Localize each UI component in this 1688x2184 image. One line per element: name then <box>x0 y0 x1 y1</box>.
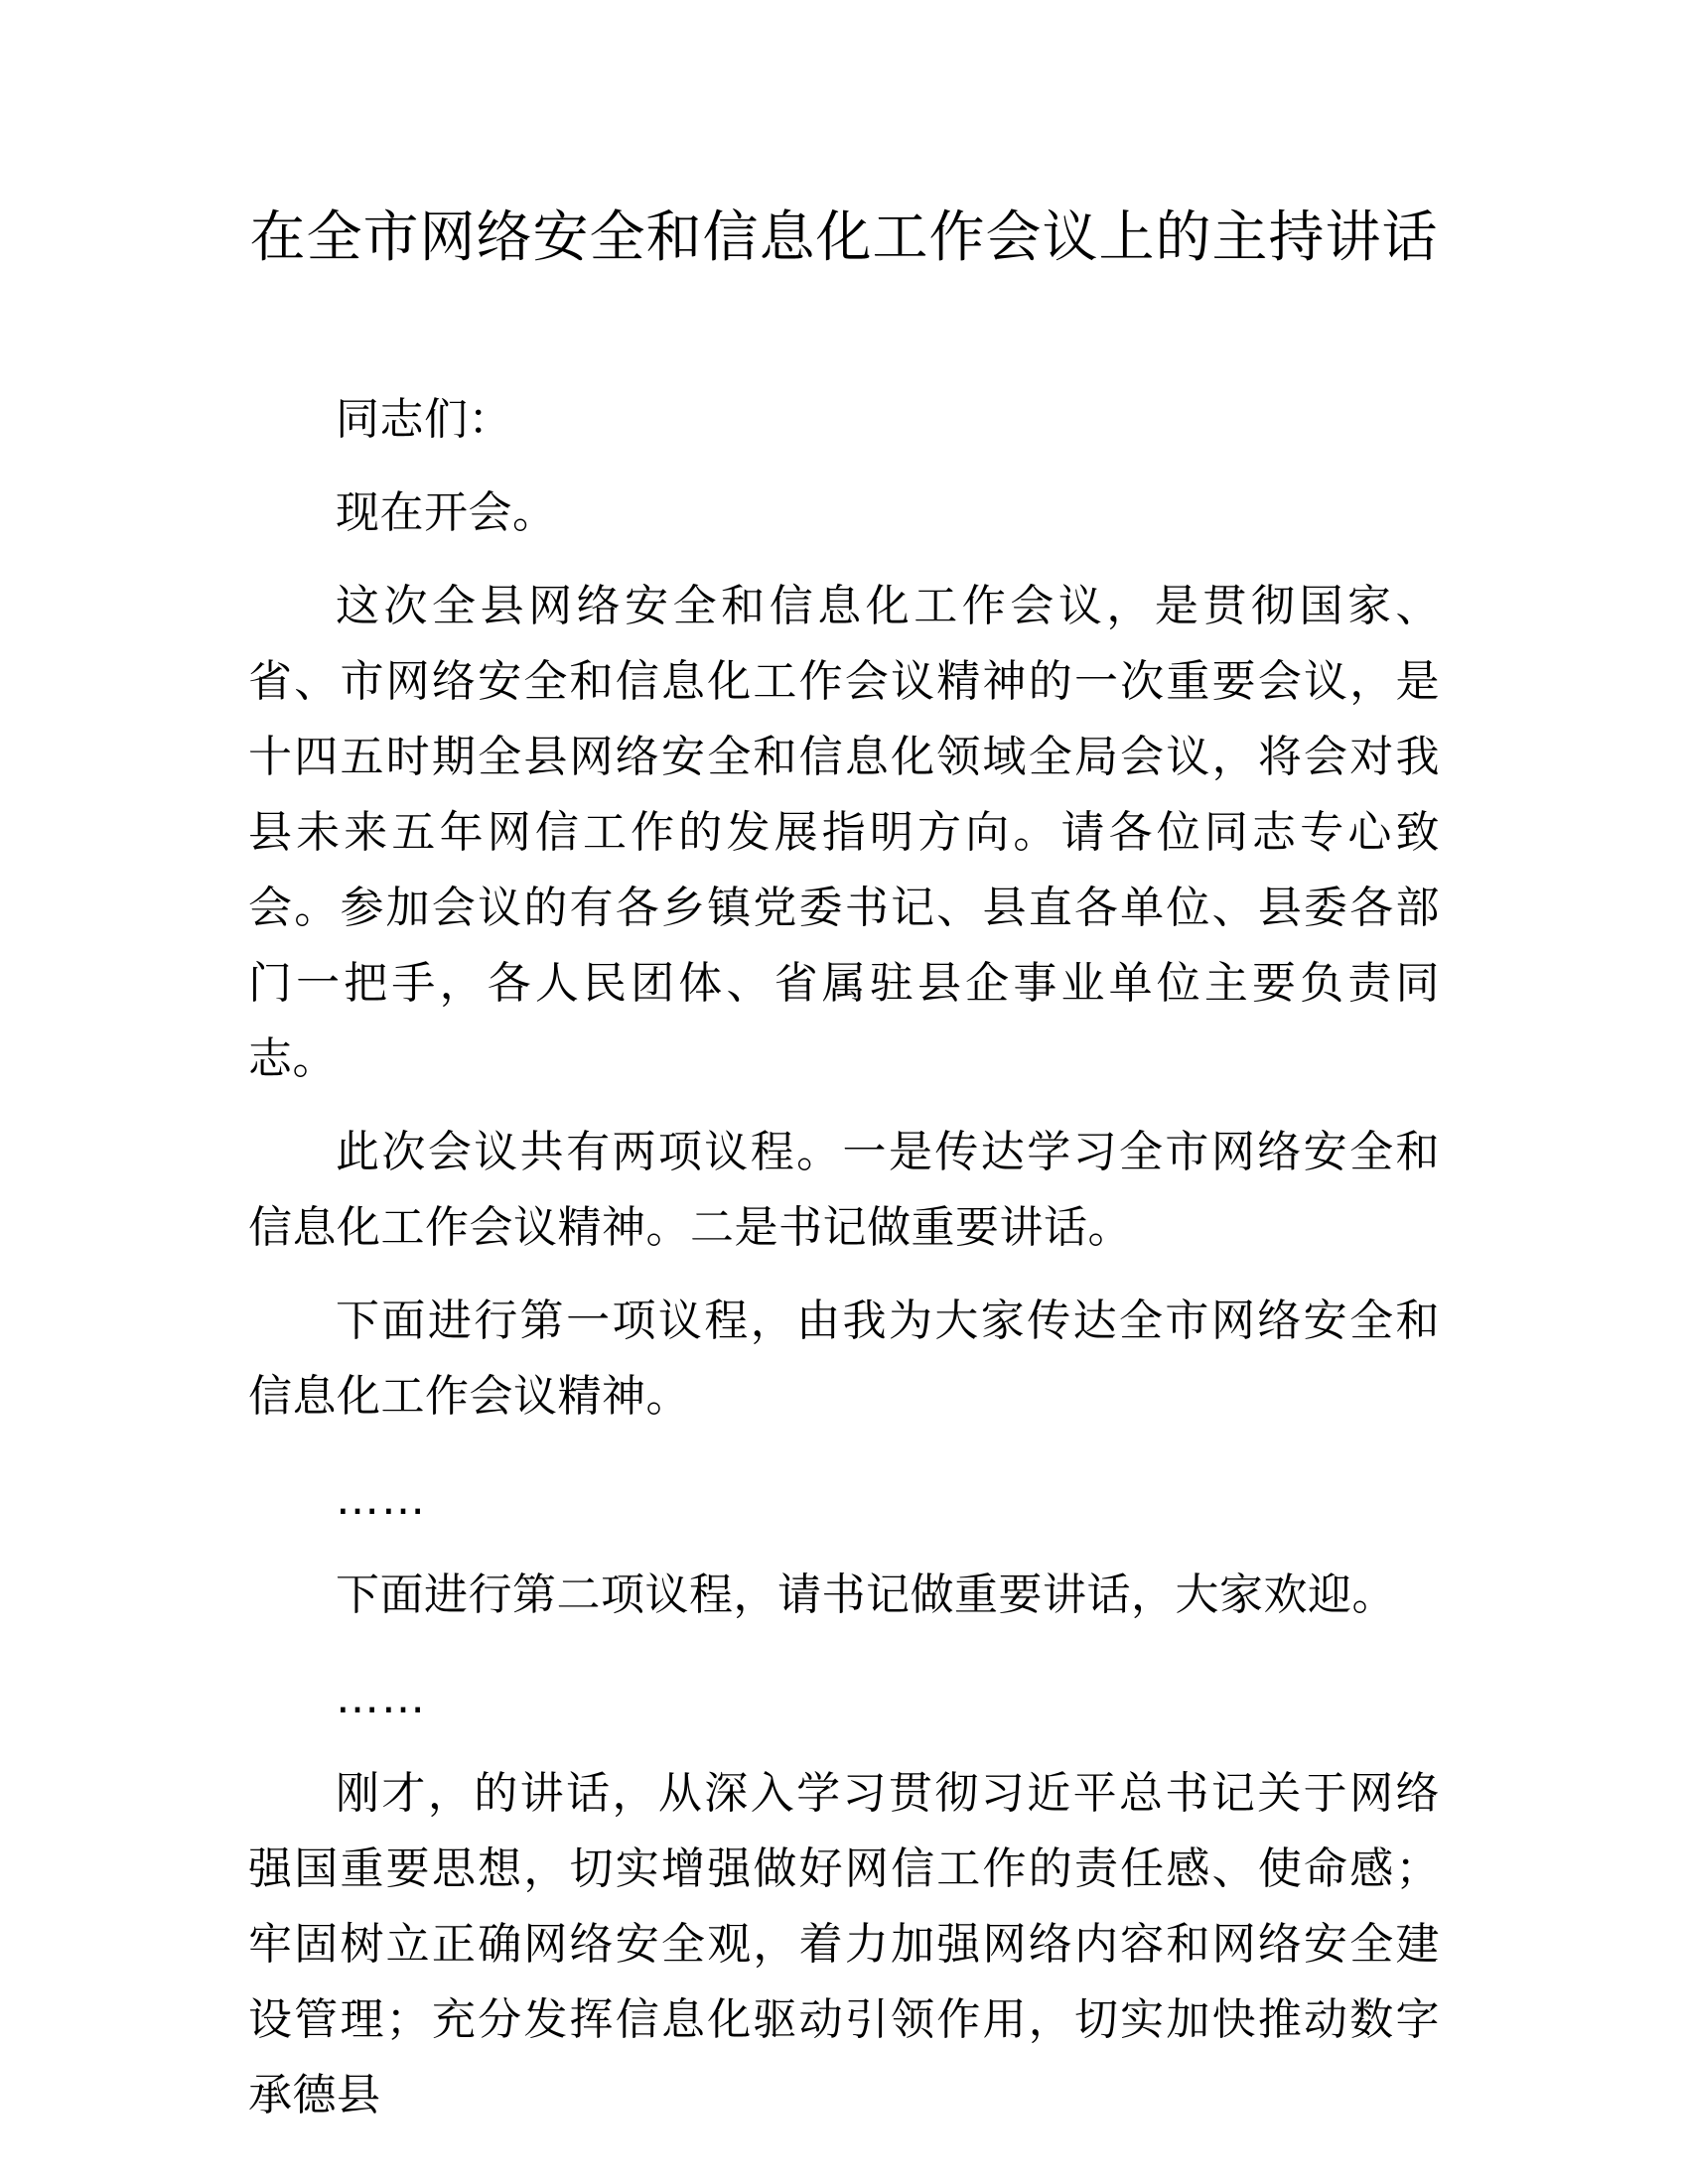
opening-paragraph: 现在开会。 <box>336 487 557 538</box>
meeting-intro-paragraph: 这次全县网络安全和信息化工作会议，是贯彻国家、省、市网络安全和信息化工作会议精神的一次重要会议，是十四五时期全县网络安全和信息化领域全局会议，将会对我县未来五年网信工作的发展指明方向。请各位同志专心致会。参加会议的有各乡镇党委书记、县直各单位、县委各部门一把手，各人民团体、省属驻县企事业单位主要负责同志。 <box>248 581 1440 1084</box>
second-agenda-item-paragraph: 下面进行第二项议程，请书记做重要讲话，大家欢迎。 <box>336 1570 1396 1620</box>
first-agenda-item-paragraph: 下面进行第一项议程，由我为大家传达全市网络安全和信息化工作会议精神。 <box>248 1296 1440 1422</box>
ellipsis-paragraph: …… <box>336 1673 427 1723</box>
ellipsis-paragraph: …… <box>336 1474 427 1525</box>
salutation-paragraph: 同志们： <box>336 394 512 445</box>
summary-paragraph: 刚才，的讲话，从深入学习贯彻习近平总书记关于网络强国重要思想，切实增强做好网信工作的责任感、使命感；牢固树立正确网络安全观，着力加强网络内容和网络安全建设管理；充分发挥信息化驱动引领作用，切实加快推动数字承德县 <box>248 1768 1440 2120</box>
document-body <box>248 382 1440 2151</box>
document-title: 在全市网络安全和信息化工作会议上的主持讲话 <box>249 205 1439 270</box>
agenda-paragraph: 此次会议共有两项议程。一是传达学习全市网络安全和信息化工作会议精神。二是书记做重要讲话。 <box>248 1127 1440 1253</box>
